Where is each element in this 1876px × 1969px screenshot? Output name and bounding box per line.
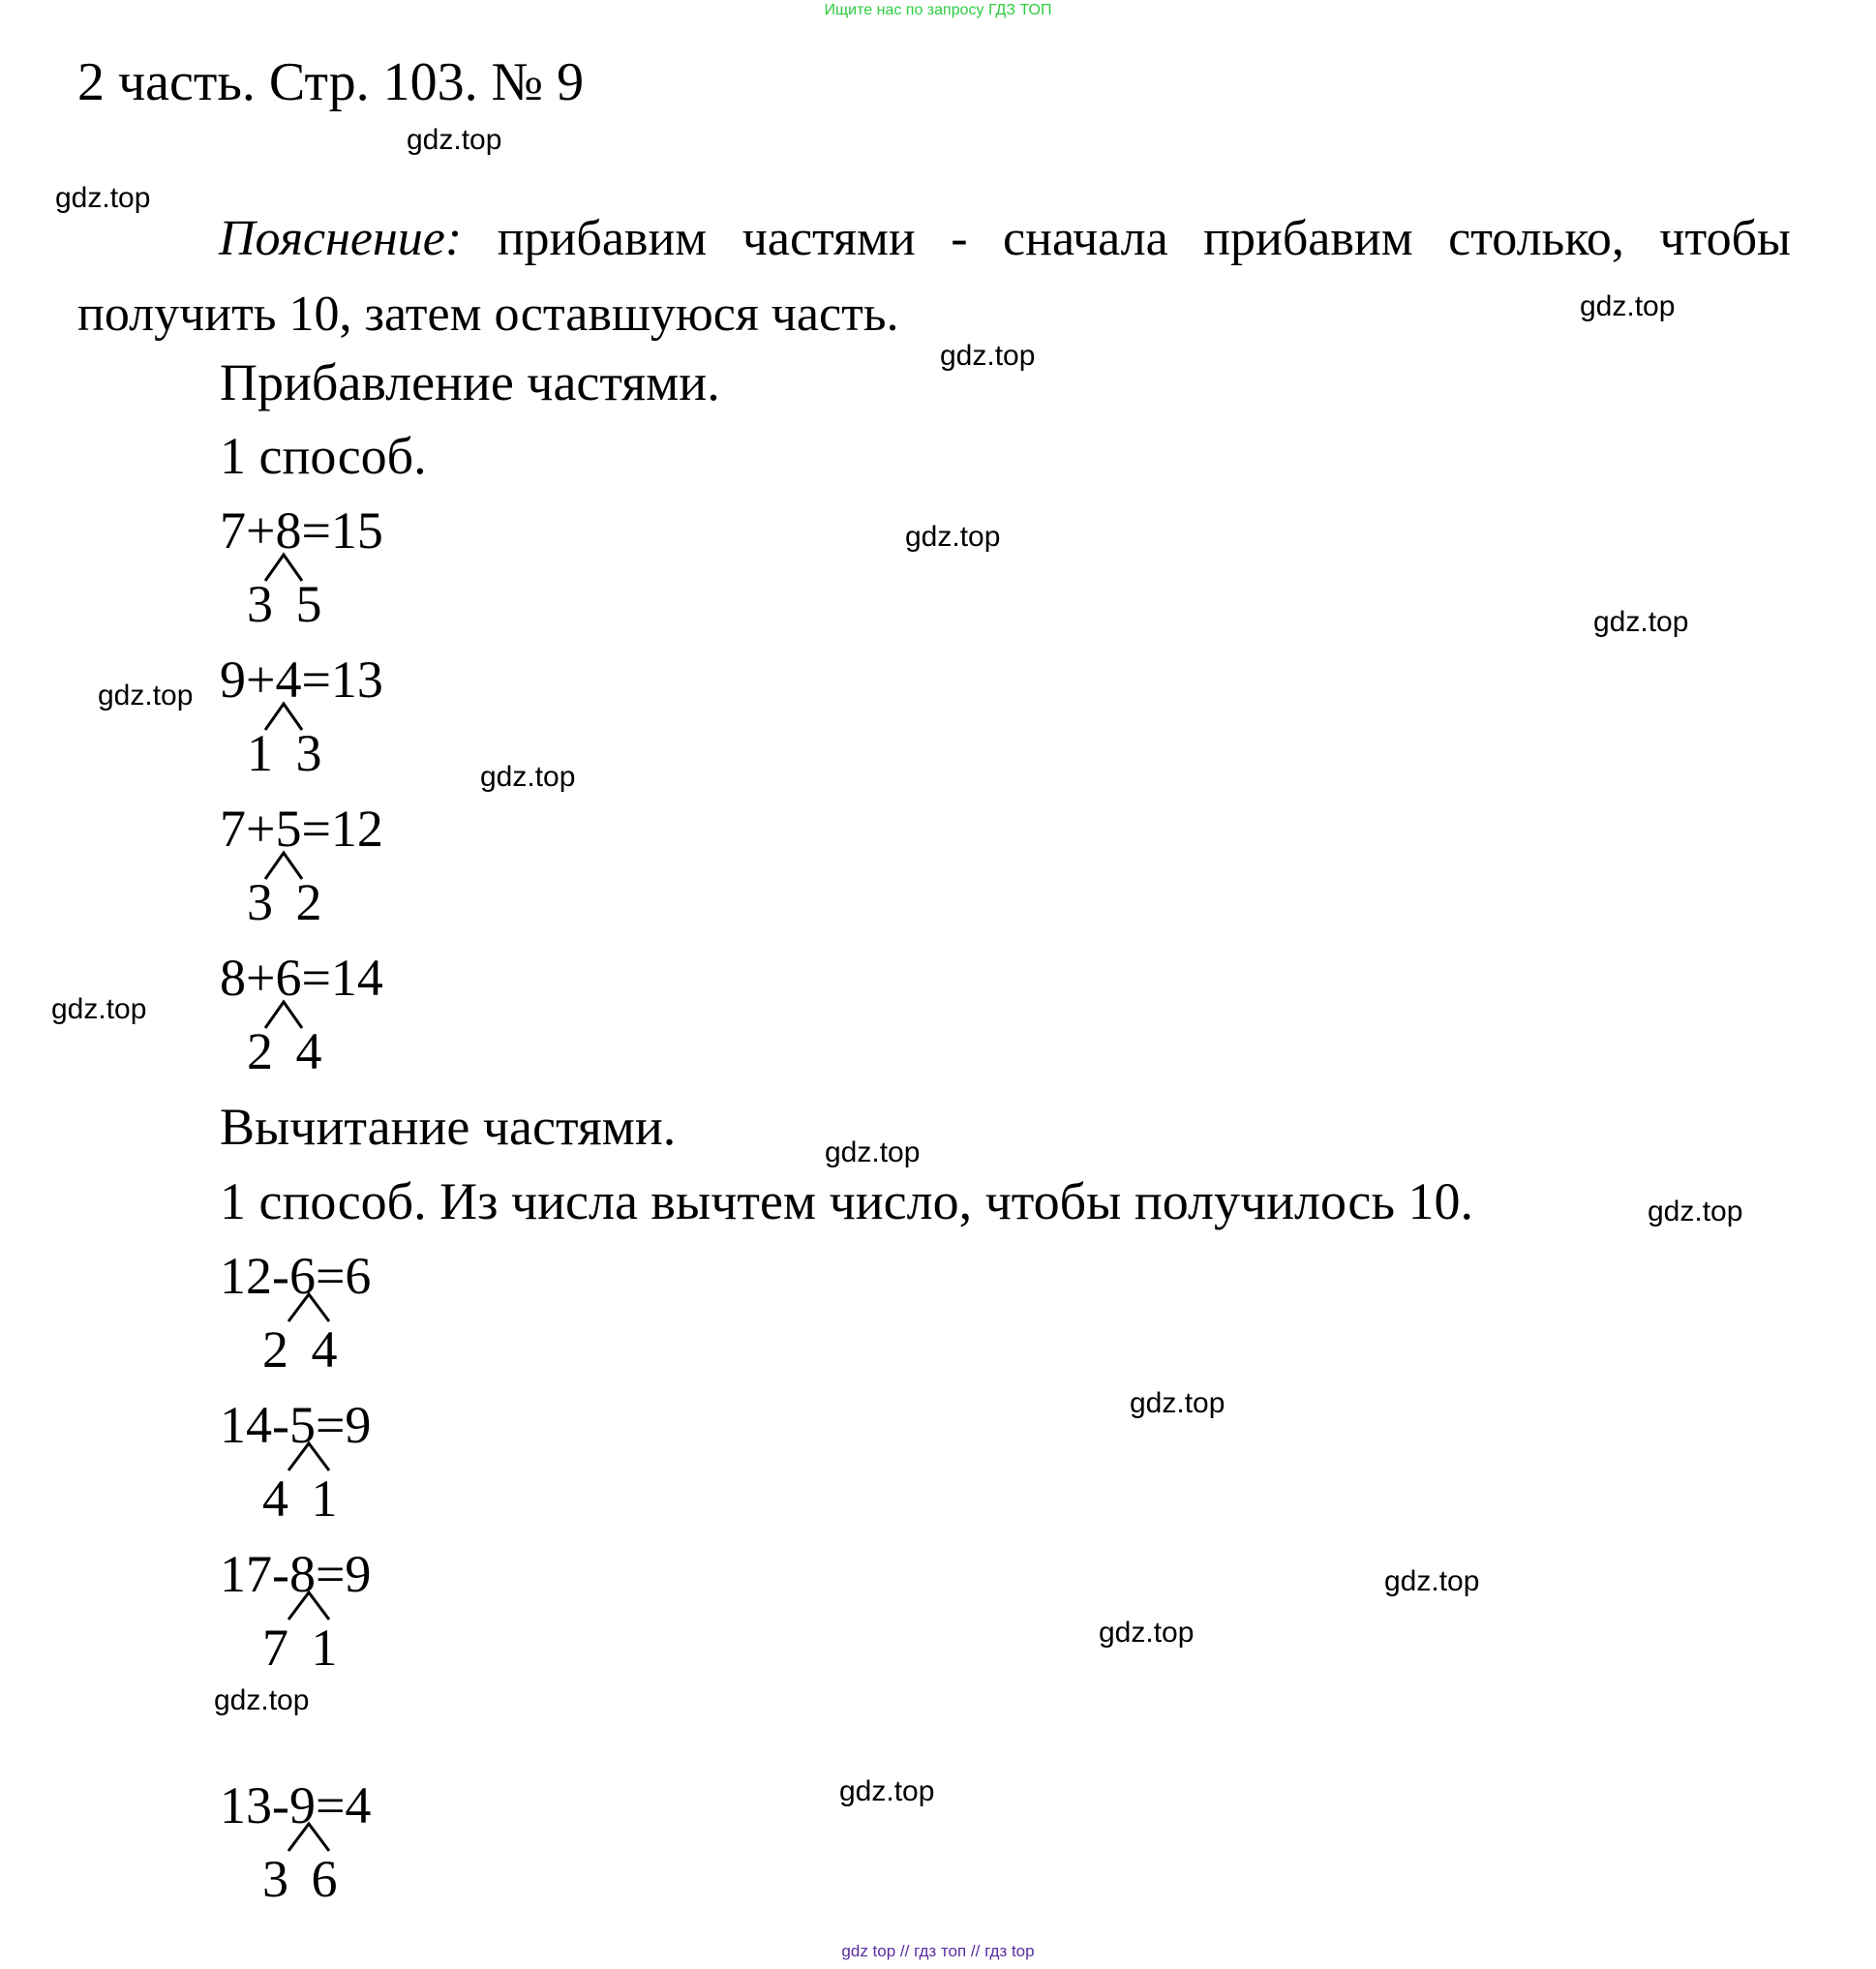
- explanation-label: Пояснение:: [219, 211, 463, 266]
- watermark: gdz.top: [51, 993, 147, 1025]
- watermark: gdz.top: [407, 124, 502, 156]
- split-mark: [220, 1542, 355, 1620]
- equation-parts: 2 4: [247, 1022, 322, 1080]
- watermark: gdz.top: [55, 182, 151, 214]
- split-mark: [220, 1773, 355, 1851]
- watermark: gdz.top: [839, 1775, 935, 1807]
- equation-expression: 7+5=12: [220, 800, 383, 858]
- addition-heading: Прибавление частями.: [220, 353, 720, 411]
- watermark: gdz.top: [905, 521, 1001, 553]
- page-title: 2 часть. Стр. 103. № 9: [77, 52, 585, 112]
- equation-parts: 3 2: [247, 873, 322, 931]
- watermark: gdz.top: [480, 761, 576, 793]
- watermark: gdz.top: [1580, 290, 1676, 322]
- subtraction-heading: Вычитание частями.: [220, 1098, 677, 1156]
- equation-parts: 2 4: [262, 1320, 338, 1378]
- split-mark: [220, 946, 336, 1023]
- watermark: gdz.top: [214, 1684, 310, 1716]
- split-mark: [220, 1244, 355, 1321]
- watermark: gdz.top: [1648, 1196, 1743, 1227]
- equation-expression: 9+4=13: [220, 651, 383, 709]
- watermark: gdz.top: [940, 340, 1036, 372]
- watermark: gdz.top: [1593, 606, 1689, 638]
- watermark: gdz.top: [1130, 1387, 1225, 1419]
- top-banner[interactable]: Ищите нас по запросу ГДЗ ТОП: [824, 2, 1052, 18]
- equation-expression: 7+8=15: [220, 501, 383, 560]
- split-mark: [220, 499, 336, 576]
- watermark: gdz.top: [825, 1136, 921, 1168]
- split-mark: [220, 648, 336, 725]
- footer-links[interactable]: gdz top // гдз топ // гдз top: [841, 1942, 1035, 1960]
- addition-method: 1 способ.: [220, 427, 427, 485]
- equation-expression: 13-9=4: [220, 1776, 372, 1834]
- watermark: gdz.top: [98, 680, 194, 712]
- explanation-text: прибавим частями - сначала прибавим столько, чтобы получить 10, затем оставшуюся часть.: [77, 211, 1791, 342]
- equation-expression: 14-5=9: [220, 1396, 372, 1454]
- equation-parts: 3 6: [262, 1850, 338, 1908]
- equation-expression: 8+6=14: [220, 949, 383, 1007]
- explanation-paragraph: [77, 201, 1791, 352]
- split-mark: [220, 797, 336, 874]
- equation-expression: 17-8=9: [220, 1545, 372, 1603]
- equation-expression: 12-6=6: [220, 1247, 372, 1305]
- equation-parts: 7 1: [262, 1619, 338, 1677]
- subtraction-method: 1 способ. Из числа вычтем число, чтобы получилось 10.: [220, 1172, 1473, 1230]
- watermark: gdz.top: [1384, 1565, 1480, 1597]
- equation-parts: 1 3: [247, 724, 322, 782]
- equation-parts: 3 5: [247, 575, 322, 633]
- equation-parts: 4 1: [262, 1469, 338, 1528]
- split-mark: [220, 1393, 355, 1470]
- watermark: gdz.top: [1099, 1617, 1195, 1649]
